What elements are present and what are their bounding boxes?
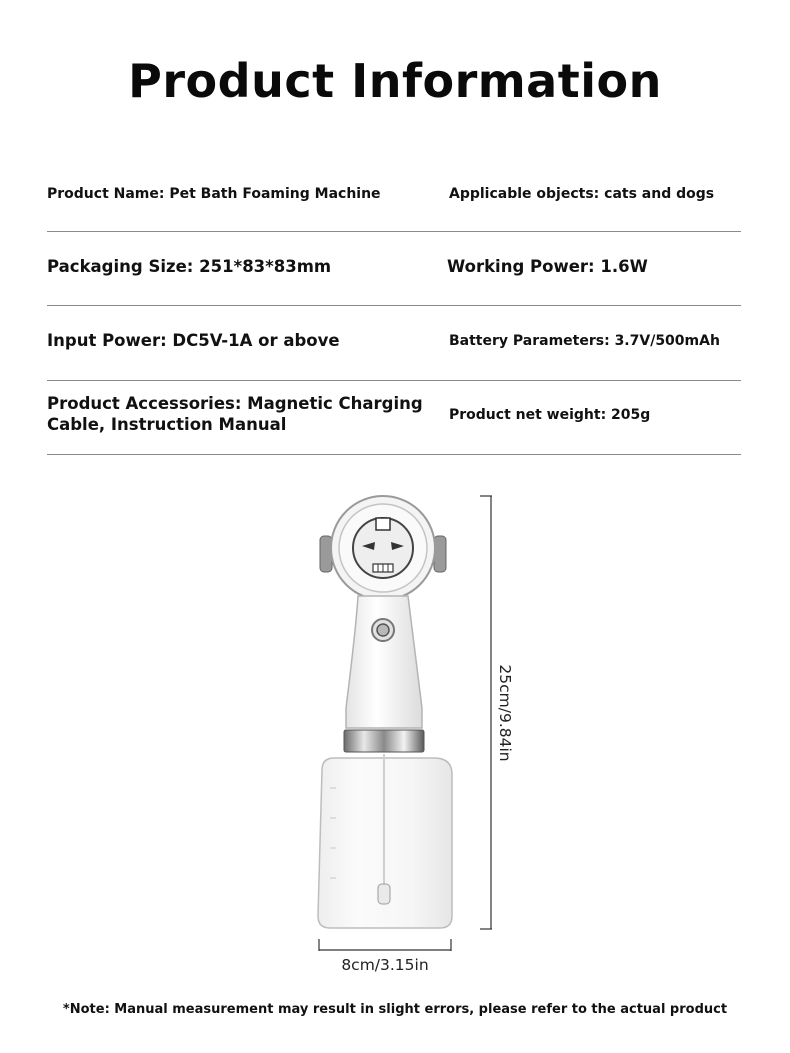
handle <box>346 596 422 728</box>
foaming-machine-illustration <box>300 488 500 948</box>
page-title: Product Information <box>128 54 662 108</box>
divider <box>47 454 741 455</box>
height-dimension-label: 25cm/9.84in <box>496 664 514 762</box>
divider <box>47 380 741 381</box>
height-dimension-line <box>479 495 493 930</box>
divider <box>47 305 741 306</box>
width-dimension-line <box>318 938 452 952</box>
product-accessories-line-2: Cable, Instruction Manual <box>47 415 287 434</box>
product-accessories-line-1: Product Accessories: Magnetic Charging <box>47 394 423 413</box>
side-button-left <box>320 536 332 572</box>
applicable-objects-spec: Applicable objects: cats and dogs <box>449 186 715 202</box>
input-power-spec: Input Power: DC5V-1A or above <box>47 331 340 350</box>
net-weight-spec: Product net weight: 205g <box>449 407 651 423</box>
packaging-size-spec: Packaging Size: 251*83*83mm <box>47 257 332 276</box>
product-name-spec: Product Name: Pet Bath Foaming Machine <box>47 186 381 202</box>
width-dimension-label: 8cm/3.15in <box>341 956 429 974</box>
chrome-collar <box>344 730 424 752</box>
divider <box>47 231 741 232</box>
product-accessories-spec <box>47 393 423 435</box>
battery-parameters-spec: Battery Parameters: 3.7V/500mAh <box>449 333 720 349</box>
working-power-spec: Working Power: 1.6W <box>447 257 648 276</box>
side-button-right <box>434 536 446 572</box>
measurement-note: *Note: Manual measurement may result in slight errors, please refer to the actual product <box>62 1002 728 1017</box>
